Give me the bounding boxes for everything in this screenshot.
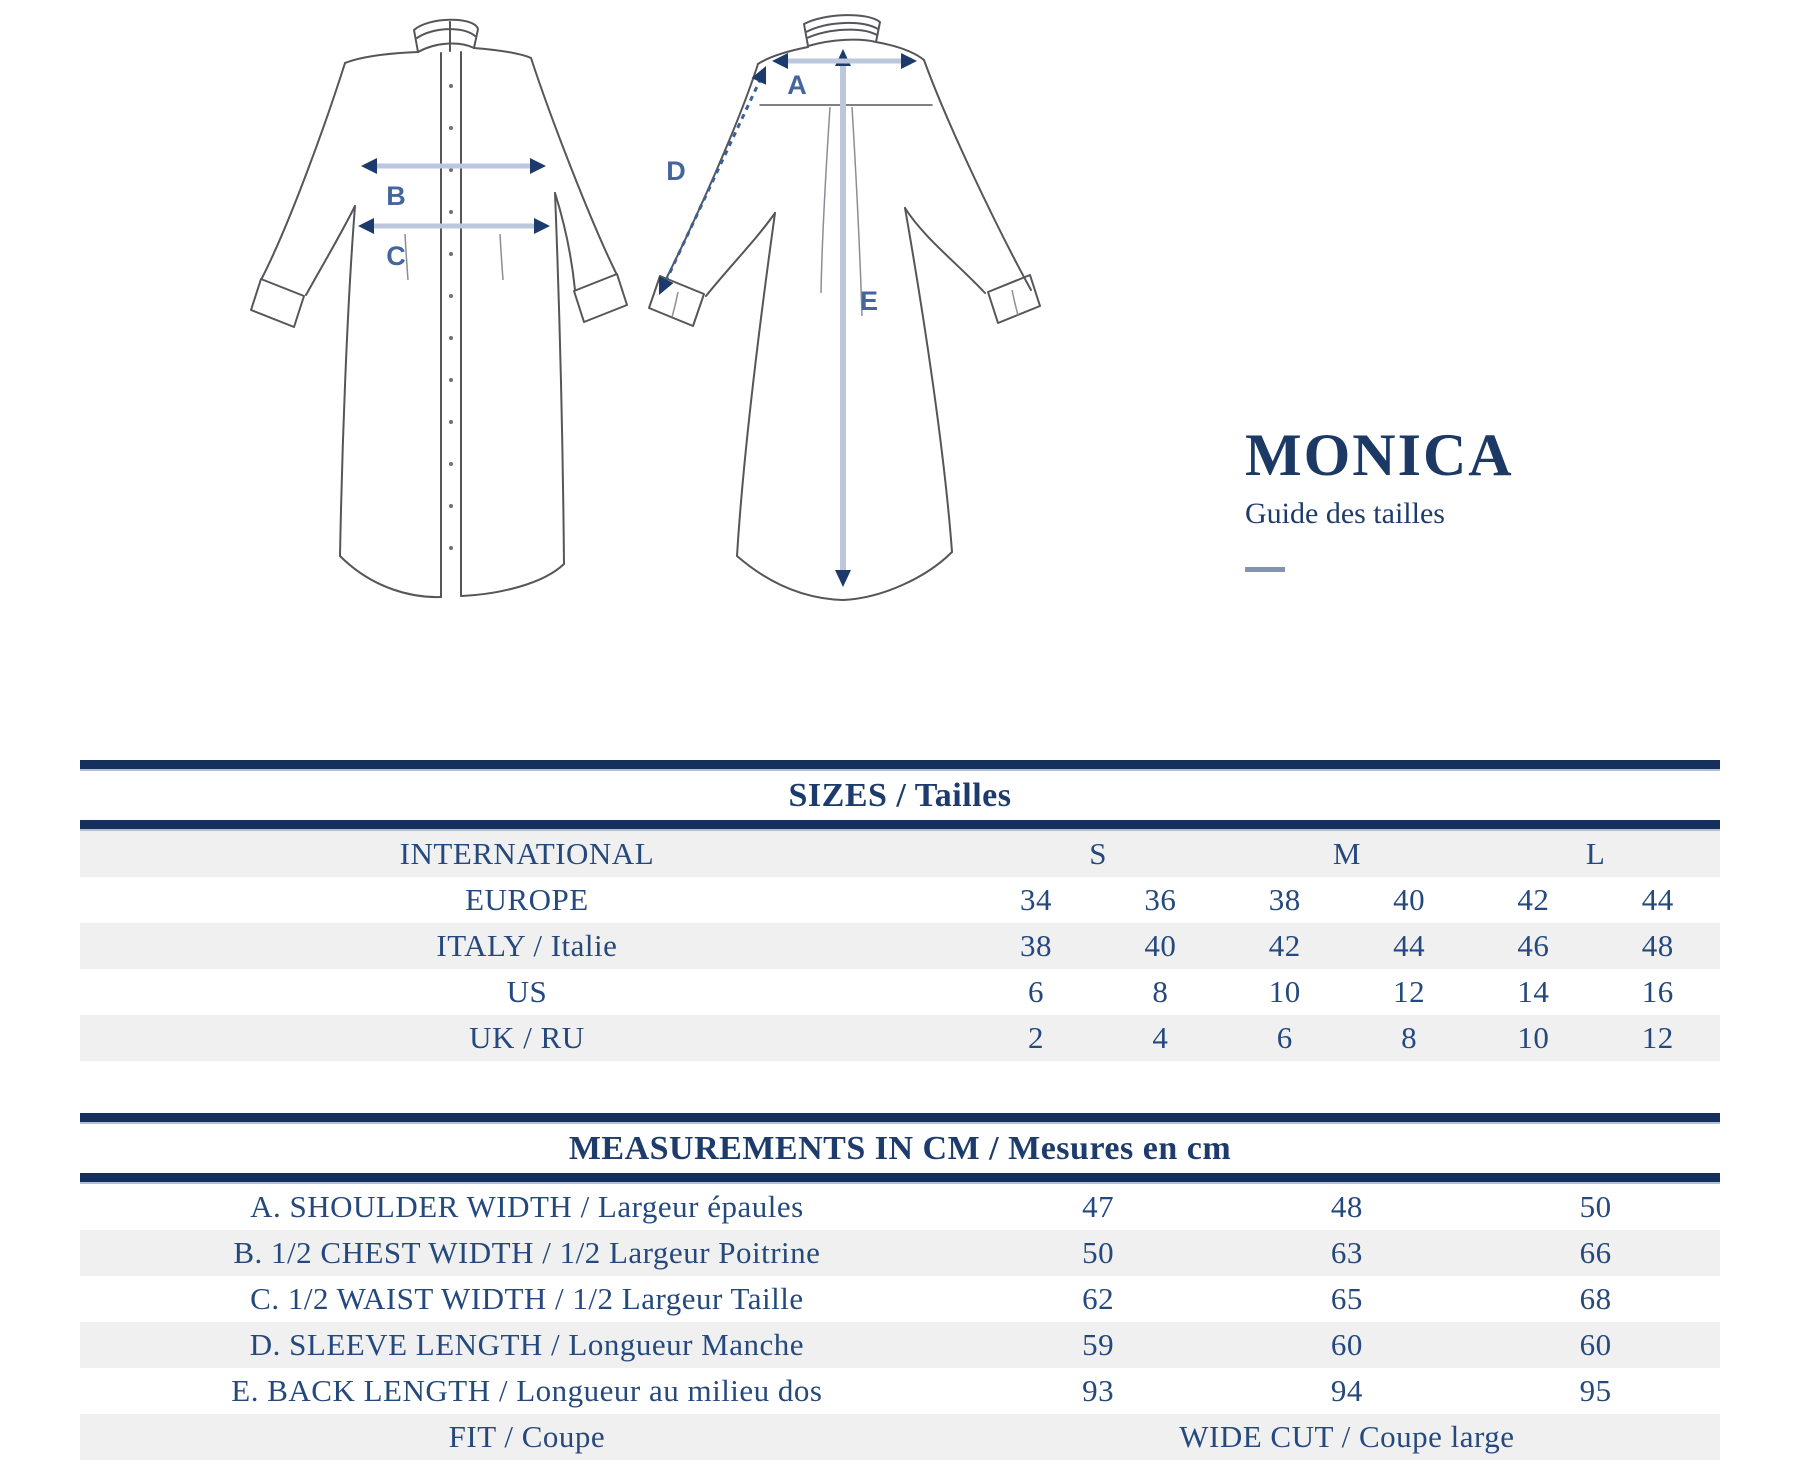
- size-value-cell: 14: [1517, 974, 1550, 1009]
- label-c: C: [386, 241, 406, 271]
- measurements-table-header-rule: [80, 1173, 1720, 1182]
- fit-value-cell: WIDE CUT / Coupe large: [1179, 1419, 1515, 1454]
- size-value-cell: 44: [1393, 928, 1426, 963]
- measurement-value-cell: 47: [1082, 1189, 1115, 1224]
- sizes-table: [80, 831, 1720, 1061]
- sizes-row-label: EUROPE: [465, 882, 589, 917]
- measurement-value-cell: 50: [1579, 1189, 1612, 1224]
- table-row-us: [80, 969, 1720, 1015]
- sizes-row-label: INTERNATIONAL: [399, 836, 655, 871]
- chest-width-arrow-b: [361, 158, 546, 174]
- measurement-value-cell: 62: [1082, 1281, 1115, 1316]
- sizes-row-label: US: [506, 974, 548, 1009]
- product-subtitle: Guide des tailles: [1245, 497, 1445, 530]
- table-row-back-length: [80, 1368, 1720, 1414]
- sizes-table-top-rule: [80, 760, 1720, 769]
- measurement-value-cell: 68: [1579, 1281, 1612, 1316]
- measurement-value-cell: 66: [1579, 1235, 1612, 1270]
- measurement-row-label: D. SLEEVE LENGTH / Longueur Manche: [249, 1327, 804, 1362]
- sizes-row-label: ITALY / Italie: [436, 928, 618, 963]
- product-title: MONICA: [1245, 422, 1514, 488]
- size-value-cell: 2: [1027, 1020, 1044, 1055]
- size-m-cell: M: [1332, 836, 1361, 871]
- size-value-cell: 46: [1517, 928, 1550, 963]
- size-value-cell: 6: [1027, 974, 1044, 1009]
- size-value-cell: 4: [1152, 1020, 1169, 1055]
- label-e: E: [859, 286, 879, 316]
- size-value-cell: 10: [1517, 1020, 1550, 1055]
- size-l-cell: L: [1585, 836, 1606, 871]
- size-value-cell: 48: [1641, 928, 1674, 963]
- measurement-value-cell: 59: [1082, 1327, 1115, 1362]
- size-value-cell: 6: [1276, 1020, 1293, 1055]
- label-d: D: [666, 156, 686, 186]
- measurements-table-top-rule: [80, 1113, 1720, 1122]
- size-value-cell: 16: [1641, 974, 1674, 1009]
- measurement-row-label: A. SHOULDER WIDTH / Largeur épaules: [250, 1189, 804, 1224]
- measurement-row-label: B. 1/2 CHEST WIDTH / 1/2 Largeur Poitrine: [233, 1235, 821, 1270]
- size-value-cell: 12: [1393, 974, 1426, 1009]
- measurement-row-label: C. 1/2 WAIST WIDTH / 1/2 Largeur Taille: [250, 1281, 804, 1316]
- table-row-chest-width: [80, 1230, 1720, 1276]
- size-value-cell: 8: [1152, 974, 1169, 1009]
- measurement-value-cell: 60: [1579, 1327, 1612, 1362]
- size-value-cell: 38: [1019, 928, 1052, 963]
- sizes-table-header: SIZES / Tailles: [788, 777, 1012, 814]
- size-s-cell: S: [1089, 836, 1108, 871]
- measurement-row-label: E. BACK LENGTH / Longueur au milieu dos: [231, 1373, 823, 1408]
- measurement-value-cell: 65: [1330, 1281, 1363, 1316]
- size-value-cell: 40: [1393, 882, 1426, 917]
- table-row-fit: [80, 1414, 1720, 1460]
- measurement-value-cell: 93: [1082, 1373, 1115, 1408]
- sizes-table-header-rule: [80, 820, 1720, 829]
- size-value-cell: 36: [1144, 882, 1177, 917]
- back-length-arrow-e: [835, 49, 851, 587]
- size-value-cell: 10: [1268, 974, 1301, 1009]
- title-dash-divider: [1245, 567, 1285, 572]
- size-value-cell: 44: [1641, 882, 1674, 917]
- table-row-uk: [80, 1015, 1720, 1061]
- front-buttons: [449, 84, 453, 550]
- title-block: [1245, 424, 1514, 572]
- measurement-value-cell: 94: [1330, 1373, 1363, 1408]
- waist-width-arrow-c: [358, 218, 550, 234]
- table-row-international: [80, 831, 1720, 877]
- size-value-cell: 42: [1268, 928, 1301, 963]
- measurement-value-cell: 60: [1330, 1327, 1363, 1362]
- table-row-sleeve-length: [80, 1322, 1720, 1368]
- measurement-value-cell: 48: [1330, 1189, 1363, 1224]
- label-a: A: [787, 70, 807, 100]
- garment-back-view-diagram: [640, 8, 1060, 608]
- measurement-value-cell: 50: [1082, 1235, 1115, 1270]
- size-value-cell: 42: [1517, 882, 1550, 917]
- measurement-value-cell: 63: [1330, 1235, 1363, 1270]
- table-row-waist-width: [80, 1276, 1720, 1322]
- front-garment-outline: [251, 20, 627, 597]
- size-value-cell: 38: [1268, 882, 1301, 917]
- garment-front-view-diagram: [228, 8, 648, 608]
- size-guide-tables: [80, 760, 1720, 1460]
- label-b: B: [386, 181, 406, 211]
- front-dart-lines: [405, 234, 503, 280]
- measurements-table-header: MEASUREMENTS IN CM / Mesures en cm: [568, 1130, 1232, 1167]
- measurement-value-cell: 95: [1579, 1373, 1612, 1408]
- sizes-row-label: UK / RU: [469, 1020, 585, 1055]
- measurement-row-label: FIT / Coupe: [448, 1419, 606, 1454]
- size-value-cell: 40: [1144, 928, 1177, 963]
- table-row-europe: [80, 877, 1720, 923]
- tables-gap: [80, 1061, 1720, 1113]
- size-value-cell: 12: [1641, 1020, 1674, 1055]
- size-value-cell: 8: [1401, 1020, 1418, 1055]
- measurements-table: [80, 1184, 1720, 1460]
- size-value-cell: 34: [1019, 882, 1052, 917]
- table-row-italy: [80, 923, 1720, 969]
- table-row-shoulder-width: [80, 1184, 1720, 1230]
